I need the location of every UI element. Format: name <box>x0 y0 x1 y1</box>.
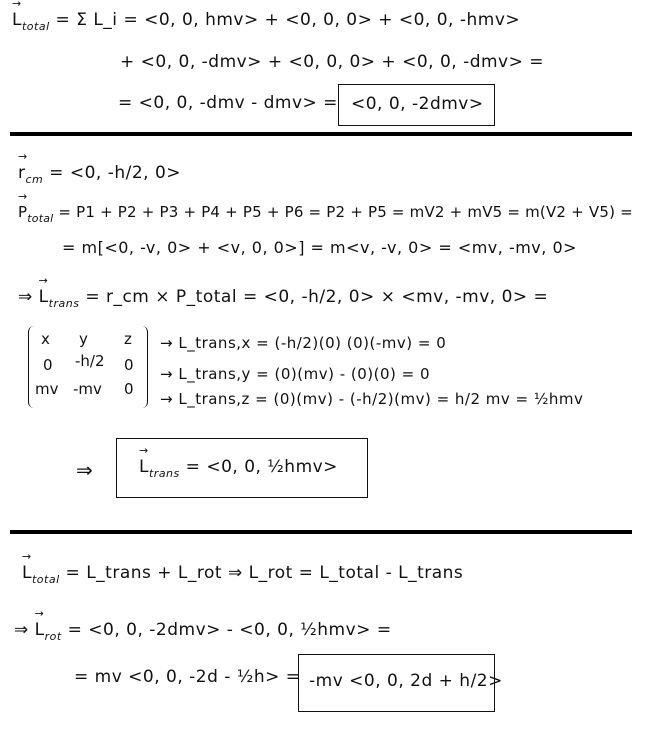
matrix-cell: z <box>124 330 132 348</box>
matrix-cell: mv <box>35 380 59 398</box>
eq-l-trans-z: → L_trans,z = (0)(mv) - (-h/2)(mv) = h/2 mv = ½hmv <box>160 390 584 408</box>
eq-r-cm-text: = <0, -h/2, 0> <box>49 163 182 183</box>
matrix-cell: 0 <box>124 380 134 398</box>
eq-l-trans-cross-text: = r_cm × P_total = <0, -h/2, 0> × <mv, -mv, 0> = <box>85 287 549 307</box>
result-box-l-total <box>338 84 495 126</box>
eq-l-total-sum2: = <0, 0, -dmv - dmv> = <box>118 93 338 113</box>
eq-l-rot-def: → $L_{total}$ = L_trans + L_rot ⇒ L_rot = L_total - L_trans <box>22 563 463 586</box>
result-l-rot: -mv <0, 0, 2d + h/2> <box>309 671 503 691</box>
eq-r-cm: → $r_{cm} = <0$, -h/2, 0> <box>18 163 181 186</box>
eq-l-trans-x: → L_trans,x = (-h/2)(0) (0)(-mv) = 0 <box>160 334 447 352</box>
eq-l-rot-sub: ⇒ → $L_{rot} = <0$, 0, -2dmv> - <0, 0, ½hmv> = <box>14 620 392 643</box>
eq-momentum-sum: = m[<0, -v, 0> + <v, 0, 0>] = m<v, -v, 0> = <mv, -mv, 0> <box>62 238 578 257</box>
matrix-cell: x <box>41 330 50 348</box>
matrix-cell: y <box>79 330 88 348</box>
determinant-matrix <box>28 326 148 408</box>
eq-l-trans-cross: ⇒ → $L_{trans}$ = r_cm × P_total = <0, -h/2, 0> × <mv, -mv, 0> = <box>18 287 548 310</box>
matrix-cell: -mv <box>73 380 102 398</box>
result-l-trans-text: = <0, 0, ½hmv> <box>185 457 338 477</box>
eq-l-total-sum-text: = Σ L_i = <0, 0, hmv> + <0, 0, 0> + <0, 0, -hmv> <box>55 10 521 30</box>
result-box-l-rot <box>298 654 503 712</box>
eq-p-total-text: = P1 + P2 + P3 + P4 + P5 + P6 = P2 + P5 = mV2 + mV5 = m(V2 + V5) = <box>58 203 633 221</box>
eq-l-total-cont: + <0, 0, -dmv> + <0, 0, 0> + <0, 0, -dmv> = <box>120 52 545 72</box>
matrix-cell: 0 <box>124 356 134 374</box>
eq-l-rot-def-text: = L_trans + L_rot ⇒ L_rot = L_total - L_trans <box>65 563 464 583</box>
result-l-trans: → $L_{trans} = <0$, 0, ½hmv> <box>139 457 338 480</box>
implies-arrow: ⇒ <box>76 458 94 482</box>
section-divider <box>10 530 632 534</box>
eq-l-total-sum: → $L_{total} = \Sigma$ L_i = <0, 0, hmv> + <0, 0, 0> + <0, 0, -hmv> <box>12 10 520 33</box>
matrix-cell: -h/2 <box>75 352 105 370</box>
section-divider <box>10 132 632 136</box>
result-box-l-trans <box>116 438 368 498</box>
eq-l-rot-sub-text: = <0, 0, -2dmv> - <0, 0, ½hmv> = <box>67 620 392 640</box>
eq-p-total: → $P_{total} = P1 + P2 + P3 + P4 + P5 + P6 = P2 + P5 = mV2 + mV5 = m(V2 + V5)$ = <box>18 203 633 225</box>
matrix-cell: 0 <box>43 356 53 374</box>
eq-l-rot-simplify: = mv <0, 0, -2d - ½h> = <box>74 667 301 687</box>
result-l-total: <0, 0, -2dmv> <box>351 94 484 114</box>
eq-l-trans-y: → L_trans,y = (0)(mv) - (0)(0) = 0 <box>160 365 431 383</box>
